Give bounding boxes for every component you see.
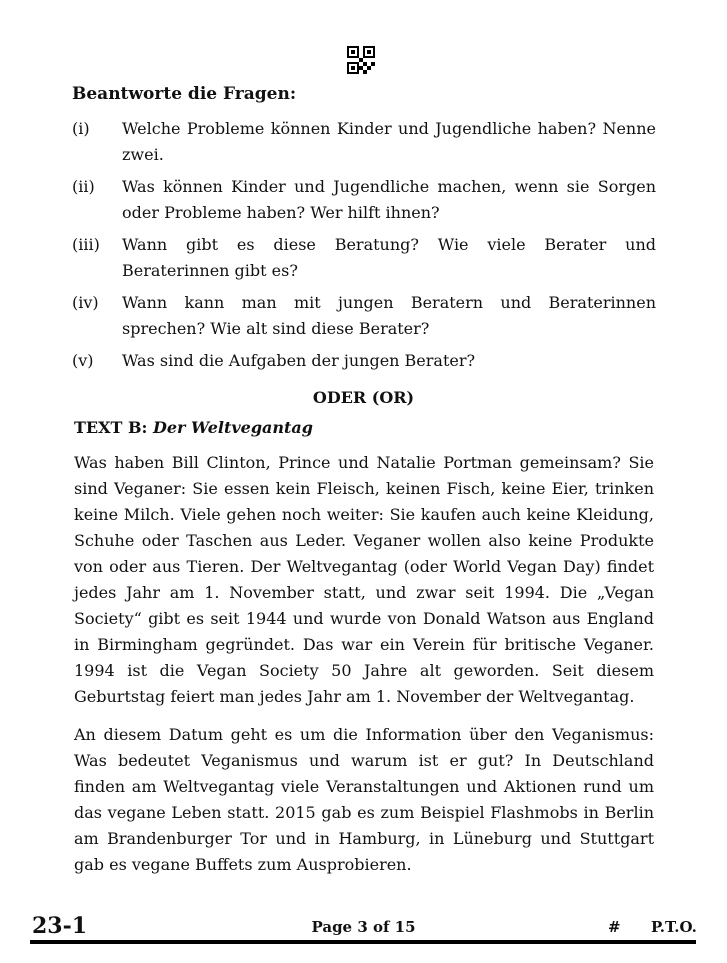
question-text: Wann kann man mit jungen Beratern und Beraterinnen sprechen? Wie alt sind diese Berater?: [122, 293, 656, 338]
question-number: (iii): [72, 235, 100, 254]
or-divider: ODER (OR): [312, 388, 415, 407]
question-number: (ii): [72, 177, 95, 196]
question-item: [72, 116, 656, 168]
paragraph: An diesem Datum geht es um die Information über den Veganismus: Was bedeutet Veganismus und warum ist er gut? In Deutschland finden am Weltvegantag viele Veranstaltungen und Aktionen rund um das vegane Leben statt. 2015 gab es zum Beispiel Flashmobs in Berlin am Brandenburger Tor und in Hamburg, in Lüneburg und Stuttgart gab es vegane Buffets zum Ausprobieren.: [74, 725, 654, 874]
page-number: Page 3 of 15: [311, 918, 416, 936]
section-heading: Beantworte die Fragen:: [72, 84, 297, 104]
question-text: Wann gibt es diese Beratung? Wie viele Berater und Beraterinnen gibt es?: [122, 235, 656, 280]
question-number: (v): [72, 351, 94, 370]
footer-pto: P.T.O.: [651, 918, 697, 936]
question-text: Was können Kinder und Jugendliche machen, wenn sie Sorgen oder Probleme haben? Wer hilft ihnen?: [122, 177, 656, 222]
text-b-label: TEXT B:: [74, 418, 148, 437]
question-number: (i): [72, 119, 90, 138]
question-text: Was sind die Aufgaben der jungen Berater?: [122, 351, 476, 370]
footer-hash: #: [608, 918, 621, 936]
question-item: [72, 232, 656, 284]
question-item: [72, 290, 656, 342]
text-b-name: Der Weltvegantag: [153, 418, 313, 437]
text-b-title: [74, 418, 313, 437]
qr-code-icon: [347, 46, 375, 74]
footer-rule: [30, 940, 696, 944]
question-text: Welche Probleme können Kinder und Jugendliche haben? Nenne zwei.: [122, 119, 656, 164]
question-item: [72, 174, 656, 226]
footer-code: 23-1: [32, 913, 88, 939]
paragraph: Was haben Bill Clinton, Prince und Natalie Portman gemeinsam? Sie sind Veganer: Sie essen kein Fleisch, keinen Fisch, keine Eier, trinken keine Milch. Viele gehen noch weiter: Sie kaufen auch keine Kleidung, Schuhe oder Taschen aus Leder. Veganer wollen also keine Produkte von oder aus Tieren. Der Weltvegantag (oder World Vegan Day) findet jedes Jahr am 1. November statt, und zwar seit 1994. Die „Vegan Society“ gibt es seit 1944 und wurde von Donald Watson aus England in Birmingham gegründet. Das war ein Verein für britische Veganer. 1994 ist die Vegan Society 50 Jahre alt geworden. Seit diesem Geburtstag feiert man jedes Jahr am 1. November der Weltvegantag.: [74, 453, 654, 706]
question-item: [72, 348, 656, 374]
question-number: (iv): [72, 293, 99, 312]
